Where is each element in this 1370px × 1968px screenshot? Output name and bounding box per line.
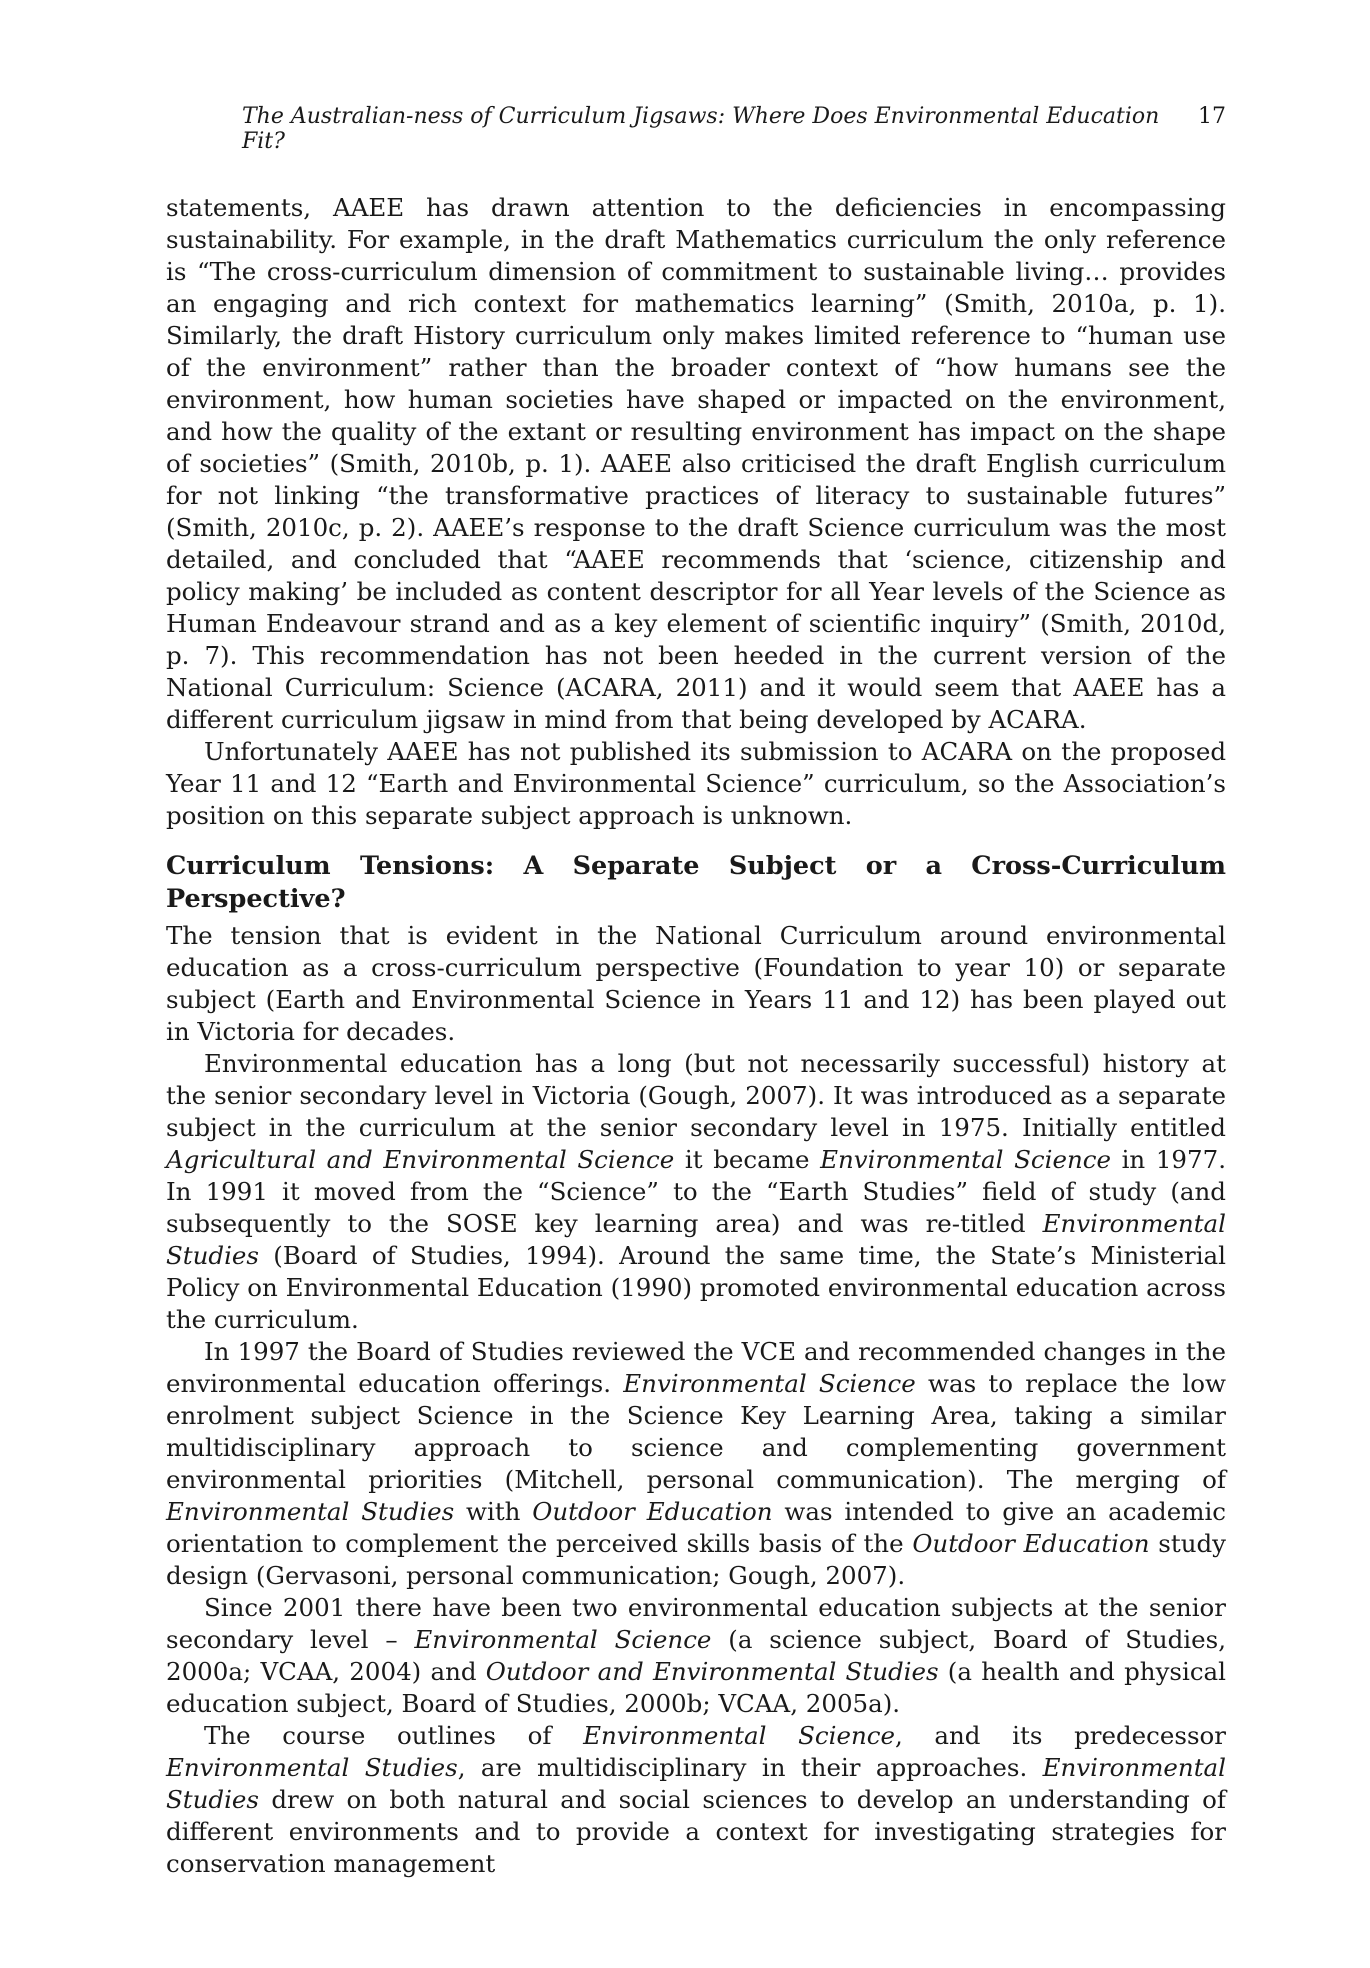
text-run: was to replace the low enrolment subject Science in the Science Key Learning Area, taking a similar multidisciplinary approach to science and complementing government environmental priorities (Mitchell, personal communication). The merging of <box>166 1369 1226 1494</box>
italic-text: Environmental Science <box>820 1145 1111 1174</box>
italic-text: Environmental Science <box>583 1721 895 1750</box>
italic-text: Environmental Studies <box>166 1497 455 1526</box>
paragraph <box>166 920 1226 1048</box>
paragraph <box>166 192 1226 736</box>
text-run: drew on both natural and social sciences to develop an understanding of different environments and to provide a context for investigating strategies for conservation management <box>166 1785 1226 1878</box>
text-run: Environmental education has a long (but not necessarily successful) history at the senior secondary level in Victoria (Gough, 2007). It was introduced as a separate subject in the curriculum at the senior secondary level in 1975. Initially entitled <box>166 1049 1226 1142</box>
italic-text: Agricultural and Environmental Science <box>166 1145 675 1174</box>
text-run: it became <box>674 1145 821 1174</box>
text-run: statements, AAEE has drawn attention to the deficiencies in encompassing sustainability. For example, in the draft Mathematics curriculum the only reference is “The cross-curriculum dimension of commitment to sustainable living… provides an engaging and rich context for mathematics learning” (Smith, 2010a, p. 1). Similarly, the draft History curriculum only makes limited reference to “human use of the environment” rather than the broader context of “how humans see the environment, how human societies have shaped or impacted on the environment, and how the quality of the extant or resulting environment has impact on the shape of societies” (Smith, 2010b, p. 1). AAEE also criticised the draft English curriculum for not linking “the transformative practices of literacy to sustainable futures” (Smith, 2010c, p. 2). AAEE’s response to the draft Science curriculum was the most detailed, and concluded that “AAEE recommends that ‘science, citizenship and policy making’ be included as content descriptor for all Year levels of the Science as Human Endeavour strand and as a key element of scientific inquiry” (Smith, 2010d, p. 7). This recommendation has not been heeded in the current version of the National Curriculum: Science (ACARA, 2011) and it would seem that AAEE has a different curriculum jigsaw in mind from that being developed by ACARA. <box>166 193 1226 734</box>
paragraph <box>166 736 1226 832</box>
paragraph <box>166 1336 1226 1592</box>
running-header <box>166 104 1226 154</box>
text-run: Curriculum Tensions: A Separate Subject or a Cross-Curriculum Perspective? <box>166 851 1226 914</box>
text-run: (a health and physical education subject, Board of Studies, 2000b; VCAA, 2005a). <box>166 1657 1226 1718</box>
italic-text: Environmental Science <box>414 1625 712 1654</box>
text-run: in 1977. In 1991 it moved from the “Science” to the “Earth Studies” field of study (and subsequently to the SOSE key learning area) and was re-titled <box>166 1145 1226 1238</box>
paragraph <box>166 1048 1226 1336</box>
text-run: (Board of Studies, 1994). Around the same time, the State’s Ministerial Policy on Environmental Education (1990) promoted environmental education across the curriculum. <box>166 1241 1226 1334</box>
italic-text: Outdoor and Environmental Studies <box>485 1657 939 1686</box>
paragraph <box>166 1592 1226 1720</box>
italic-text: Outdoor Education <box>532 1497 773 1526</box>
italic-text: Environmental Studies <box>166 1753 1226 1814</box>
italic-text: Environmental Studies <box>166 1209 1226 1270</box>
text-run: In 1997 the Board of Studies reviewed the VCE and recommended changes in the environmental education offerings. <box>166 1337 1226 1398</box>
text-run: Since 2001 there have been two environmental education subjects at the senior secondary level – <box>166 1593 1226 1654</box>
text-run: with <box>454 1497 533 1526</box>
paragraph <box>166 1720 1226 1880</box>
page-number: 17 <box>1198 104 1226 129</box>
section-heading <box>166 850 1226 916</box>
text-run: , are multidisciplinary in their approaches. <box>457 1753 1043 1782</box>
text-run: (a science subject, Board of Studies, 2000a; VCAA, 2004) and <box>166 1625 1226 1686</box>
italic-text: Environmental Science <box>623 1369 916 1398</box>
text-run: The tension that is evident in the National Curriculum around environmental education as a cross-curriculum perspective (Foundation to year 10) or separate subject (Earth and Environmental Science in Years 11 and 12) has been played out in Victoria for decades. <box>166 921 1226 1046</box>
text-run: Unfortunately AAEE has not published its submission to ACARA on the proposed Year 11 and 12 “Earth and Environmental Science” curriculum, so the Association’s position on this separate subject approach is unknown. <box>166 737 1226 830</box>
text-run: was intended to give an academic orientation to complement the perceived skills basis of the <box>166 1497 1227 1558</box>
italic-text: Environmental Studies <box>166 1753 458 1782</box>
text-run: , and its predecessor <box>894 1721 1226 1750</box>
article-body <box>166 192 1226 1880</box>
italic-text: Outdoor Education <box>912 1529 1150 1558</box>
running-title: The Australian-ness of Curriculum Jigsaws: Where Does Environmental Education Fit? <box>242 104 1160 154</box>
text-run: The course outlines of <box>204 1721 584 1750</box>
text-run: study design (Gervasoni, personal communication; Gough, 2007). <box>166 1529 1227 1590</box>
